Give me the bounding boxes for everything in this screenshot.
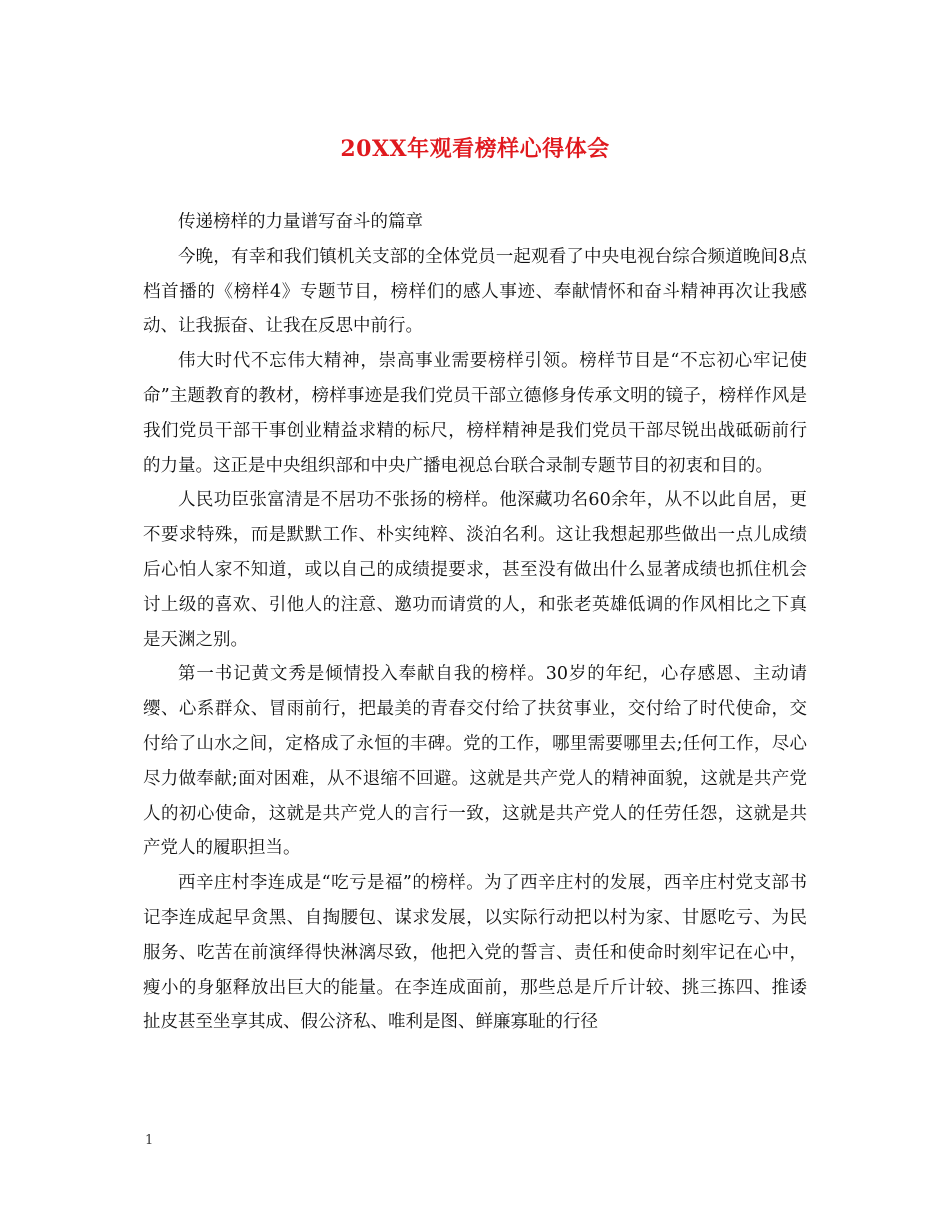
paragraph: 第一书记黄文秀是倾情投入奉献自我的榜样。30岁的年纪，心存感恩、主动请缨、心系群众、冒雨前行，把最美的青春交付给了扶贫事业，交付给了时代使命，交付给了山水之间，定格成了永恒的丰碑。党的工作，哪里需要哪里去;任何工作，尽心尽力做奉献;面对困难，从不退缩不回避。这就是共产党人的精神面貌，这就是共产党人的初心使命，这就是共产党人的言行一致，这就是共产党人的任劳任怨，这就是共产党人的履职担当。 bbox=[143, 664, 807, 859]
document-title: 20XX年观看榜样心得体会 bbox=[340, 136, 610, 162]
paragraph: 人民功臣张富清是不居功不张扬的榜样。他深藏功名60余年，从不以此自居，更不要求特殊，而是默默工作、朴实纯粹、淡泊名利。这让我想起那些做出一点儿成绩后心怕人家不知道，或以自己的成绩提要求，甚至没有做出什么显著成绩也抓住机会讨上级的喜欢、引他人的注意、邀功而请赏的人，和张老英雄低调的作风相比之下真是天渊之别。 bbox=[143, 490, 807, 650]
paragraph: 伟大时代不忘伟大精神，崇高事业需要榜样引领。榜样节目是“不忘初心牢记使命”主题教育的教材，榜样事迹是我们党员干部立德修身传承文明的镜子，榜样作风是我们党员干部干事创业精益求精的标尺，榜样精神是我们党员干部尽锐出战砥砺前行的力量。这正是中央组织部和中央广播电视总台联合录制专题节目的初衷和目的。 bbox=[143, 351, 807, 476]
paragraph: 西辛庄村李连成是“吃亏是福”的榜样。为了西辛庄村的发展，西辛庄村党支部书记李连成起早贪黑、自掏腰包、谋求发展，以实际行动把以村为家、甘愿吃亏、为民服务、吃苦在前演绎得快淋漓尽致，他把入党的誓言、责任和使命时刻牢记在心中，瘦小的身躯释放出巨大的能量。在李连成面前，那些总是斤斤计较、挑三拣四、推诿扯皮甚至坐享其成、假公济私、唯利是图、鲜廉寡耻的行径 bbox=[143, 873, 807, 1033]
page-number: 1 bbox=[145, 1133, 154, 1148]
paragraph-subtitle: 传递榜样的力量谱写奋斗的篇章 bbox=[178, 212, 423, 232]
document-body bbox=[143, 205, 807, 1040]
paragraph: 今晚，有幸和我们镇机关支部的全体党员一起观看了中央电视台综合频道晚间8点档首播的《榜样4》专题节目，榜样们的感人事迹、奉献情怀和奋斗精神再次让我感动、让我振奋、让我在反思中前行。 bbox=[143, 246, 807, 337]
